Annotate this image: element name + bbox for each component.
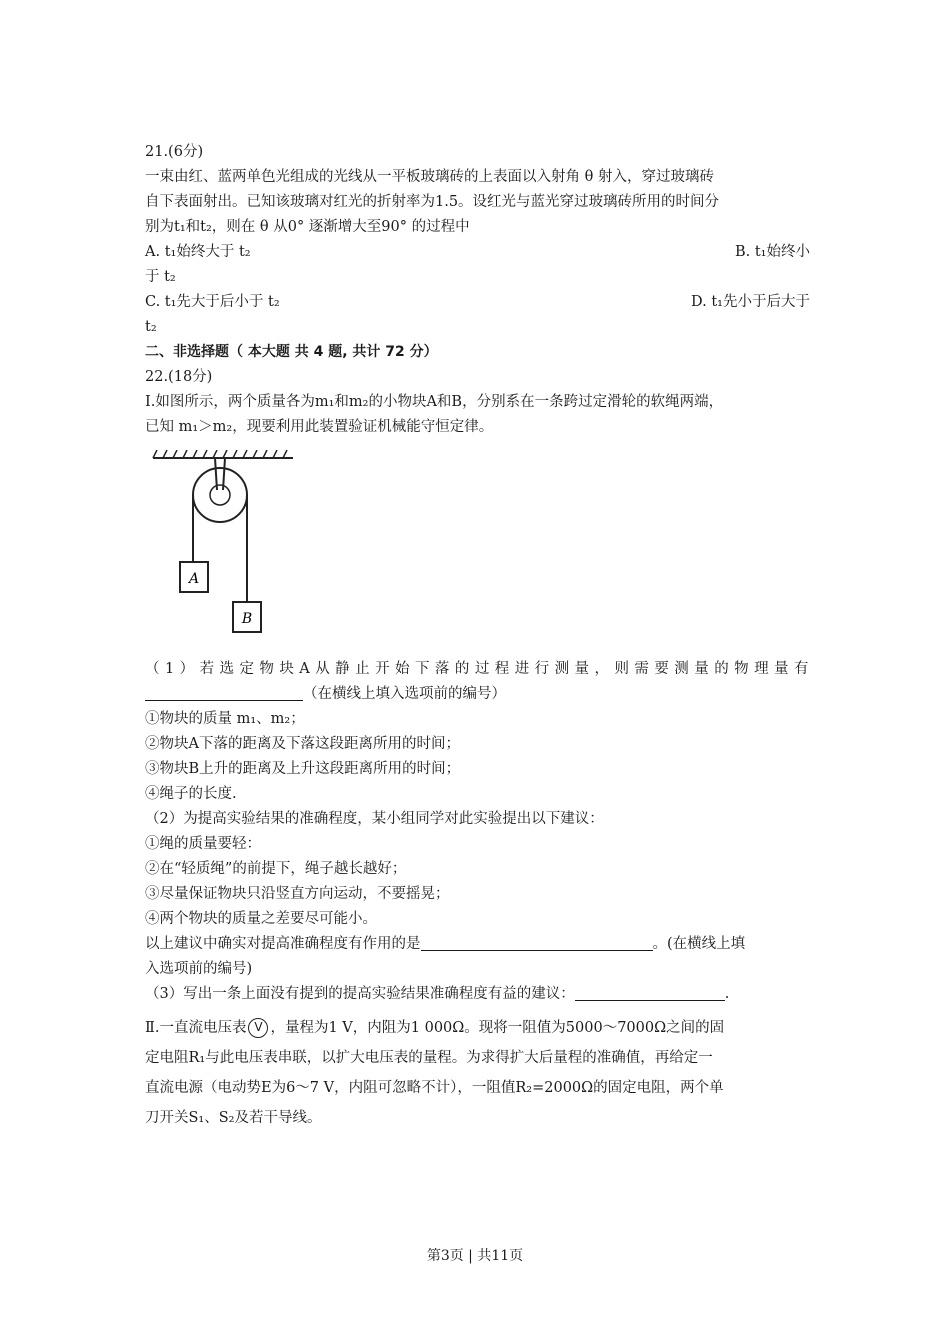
section-2-title: 二、非选择题（ 本大题 共 4 题, 共计 72 分） xyxy=(145,344,438,360)
q21-option-d-cont: t₂ xyxy=(145,319,157,335)
q21-option-d: D. t₁先小于后大于 xyxy=(691,294,810,310)
q22-part2: Ⅱ.一直流电压表 V ，量程为1 V，内阻为1 000Ω。现将一阻值为5000～7000Ω之间的固 定电阻R₁与此电压表串联，以扩大电压表的量程。为求得扩大后量程的准确值，再给定一 直流电源（电动势E为6～7 V，内阻可忽略不计），一阻值R₂=2000Ω的固定电阻，两个单 刀开关S₁、S₂及若干导线。 xyxy=(145,1013,810,1133)
page-footer: 第3页 | 共11页 xyxy=(426,1248,524,1264)
q22-sub3-blank[interactable] xyxy=(575,984,725,1001)
q22-sug-1: ①绳的质量要轻： xyxy=(145,836,261,852)
q22-part1-intro-2: 已知 m₁＞m₂，现要利用此装置验证机械能守恒定律。 xyxy=(145,419,494,435)
q21-option-b: B. t₁始终小 xyxy=(734,244,810,260)
q22-opt-1: ①物块的质量 m₁、m₂； xyxy=(145,711,305,727)
q22-sub1-answer-line xyxy=(145,682,810,707)
q21-option-b-cont: 于 t₂ xyxy=(145,269,176,285)
q22-sug-4: ④两个物块的质量之差要尽可能小。 xyxy=(145,911,377,927)
q22-sub1-hint: （在横线上填入选项前的编号） xyxy=(303,686,506,702)
q22-opt-3: ③物块B上升的距离及上升这段距离所用的时间； xyxy=(145,761,461,777)
q21-text-3: 别为t₁和t₂，则在 θ 从0° 逐渐增大至90° 的过程中 xyxy=(145,219,470,235)
q22-header: 22.(18分) xyxy=(145,369,213,385)
q21-text-1: 一束由红、蓝两单色光组成的光线从一平板玻璃砖的上表面以入射角 θ 射入，穿过玻璃砖 xyxy=(145,169,714,185)
voltmeter-icon: V xyxy=(248,1018,268,1038)
q22-sub2-answer-line: 以上建议中确实对提高准确程度有作用的是 。(在横线上填 xyxy=(145,936,746,952)
q22-sub3-line: （3）写出一条上面没有提到的提高实验结果准确程度有益的建议： . xyxy=(145,986,730,1002)
q22-sub2-hint: 入选项前的编号) xyxy=(145,961,253,977)
q22-sub1-blank[interactable] xyxy=(145,684,303,701)
q22-sug-2: ②在“轻质绳”的前提下，绳子越长越好； xyxy=(145,861,407,877)
document-body xyxy=(145,140,810,1133)
q21-header: 21.(6分) xyxy=(145,144,204,160)
q22-sub2-blank[interactable] xyxy=(421,934,653,951)
q21-options-ab xyxy=(145,240,810,265)
q21-options-cd xyxy=(145,290,810,315)
pulley-wheel xyxy=(193,468,247,522)
block-b-label: B xyxy=(241,611,253,627)
block-a-label: A xyxy=(188,571,200,587)
q22-sub1-prompt: （1）若选定物块A从静止开始下落的过程进行测量，则需要测量的物理量有 xyxy=(145,661,810,677)
q22-opt-4: ④绳子的长度. xyxy=(145,786,237,802)
pulley-diagram xyxy=(145,450,315,640)
q21-option-c: C. t₁先大于后小于 t₂ xyxy=(145,294,280,310)
q21-text-2: 自下表面射出。已知该玻璃对红光的折射率为1.5。设红光与蓝光穿过玻璃砖所用的时间分 xyxy=(145,194,720,210)
q22-sub2-prompt: （2）为提高实验结果的准确程度，某小组同学对此实验提出以下建议： xyxy=(145,811,604,827)
q22-part2-text-2: 定电阻R₁与此电压表串联，以扩大电压表的量程。为求得扩大后量程的准确值，再给定一 xyxy=(145,1050,713,1066)
q21-option-a: A. t₁始终大于 t₂ xyxy=(145,244,251,260)
q22-sug-3: ③尽量保证物块只沿竖直方向运动，不要摇晃； xyxy=(145,886,450,902)
q22-part2-text-4: 刀开关S₁、S₂及若干导线。 xyxy=(145,1110,322,1126)
q22-opt-2: ②物块A下落的距离及下落这段距离所用的时间； xyxy=(145,736,460,752)
q22-part1-intro-1: Ⅰ.如图所示，两个质量各为m₁和m₂的小物块A和B，分别系在一条跨过定滑轮的软绳两端， xyxy=(145,394,724,410)
q22-part2-text-3: 直流电源（电动势E为6～7 V，内阻可忽略不计），一阻值R₂=2000Ω的固定电阻，两个单 xyxy=(145,1080,724,1096)
